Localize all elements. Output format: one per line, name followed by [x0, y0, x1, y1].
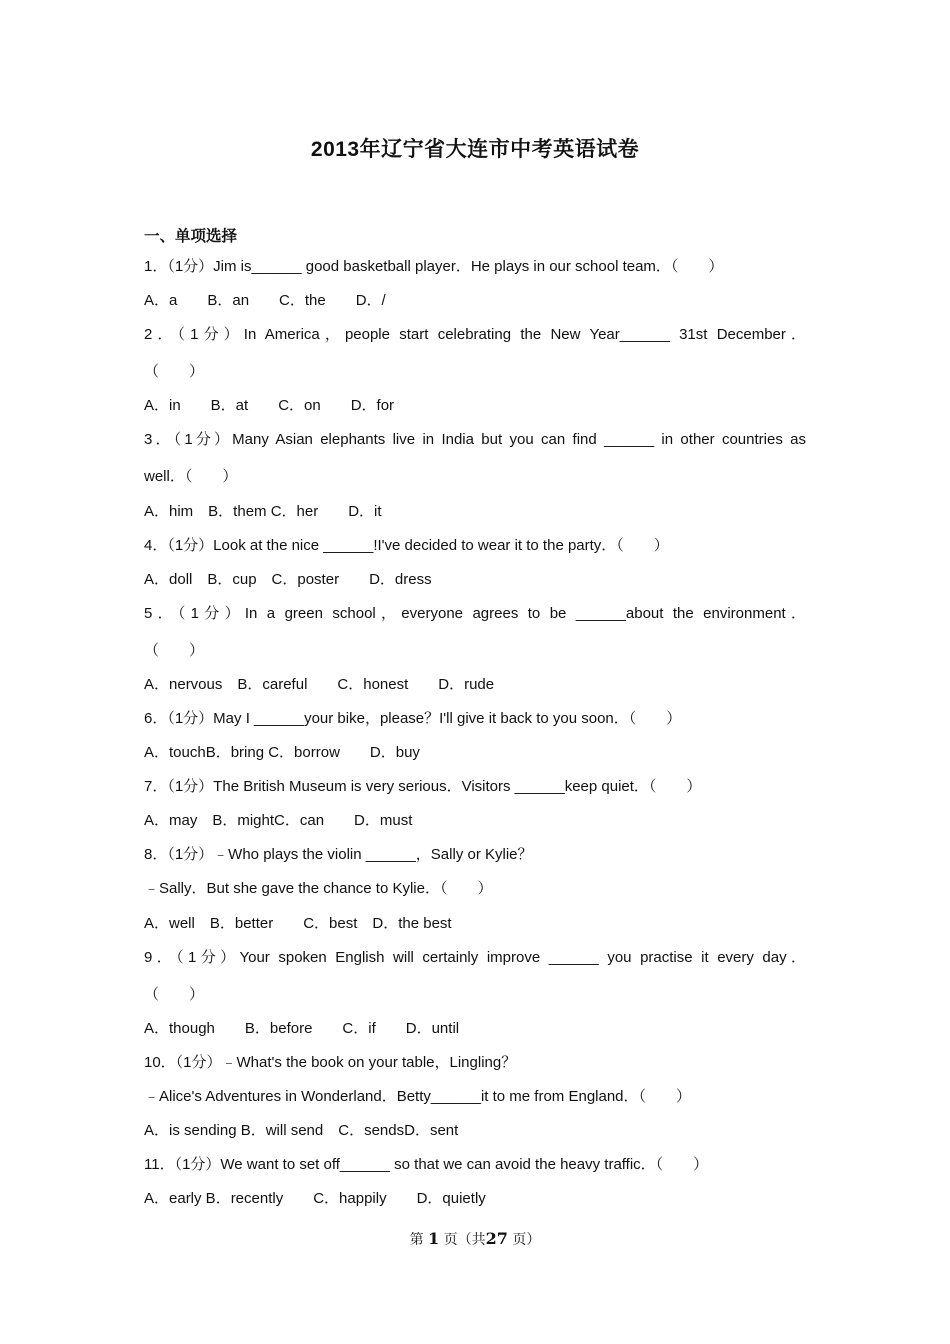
- question-2: 2．（1分）In America，people start celebrating the New Year______ 31st December．: [144, 326, 806, 343]
- question-3: 3．（1分）Many Asian elephants live in India but you can find ______ in other countries as: [144, 431, 806, 448]
- section-heading: 一、单项选择: [144, 228, 238, 245]
- question-1: 1．（1分）Jim is______ good basketball player．He plays in our school team．（ ）: [144, 258, 724, 275]
- question-6: 6．（1分）May I ______your bike，please？I'll give it back to you soon．（ ）: [144, 710, 682, 727]
- question-8-continued: ﹣Sally．But she gave the chance to Kylie．（ ）: [144, 880, 493, 897]
- question-5: 5．（1分）In a green school，everyone agrees to be ______about the environment．: [144, 605, 806, 622]
- document-title: 2013年辽宁省大连市中考英语试卷: [310, 138, 640, 161]
- question-10: 10．（1分）﹣What's the book on your table，Lingling？: [144, 1054, 517, 1071]
- question-4-options: A．doll B．cup C．poster D．dress: [144, 571, 432, 588]
- question-3-options: A．him B．them C．her D．it: [144, 503, 382, 520]
- question-2-options: A．in B．at C．on D．for: [144, 397, 395, 414]
- footer-page-number: 1: [428, 1229, 440, 1248]
- question-11-options: A．early B．recently C．happily D．quietly: [144, 1190, 486, 1207]
- question-10-options: A．is sending B．will send C．sendsD．sent: [144, 1122, 459, 1139]
- question-10-continued: ﹣Alice's Adventures in Wonderland．Betty______it to me from England．（ ）: [144, 1088, 692, 1105]
- question-5-continued: （ ）: [144, 642, 205, 659]
- page-footer: [0, 1229, 950, 1249]
- question-7-options: A．may B．mightC．can D．must: [144, 812, 413, 829]
- question-9-continued: （ ）: [144, 986, 205, 1003]
- question-1-options: A．a B．an C．the D．/: [144, 292, 386, 309]
- footer-prefix: 第: [409, 1232, 424, 1248]
- question-3-continued: well．（ ）: [144, 468, 238, 485]
- question-9-options: A．though B．before C．if D．until: [144, 1020, 460, 1037]
- question-9: 9．（1分）Your spoken English will certainly improve ______ you practise it every day．: [144, 949, 806, 966]
- question-8: 8．（1分）﹣Who plays the violin ______，Sally or Kylie？: [144, 846, 533, 863]
- question-11: 11．（1分）We want to set off______ so that we can avoid the heavy traffic．（ ）: [144, 1156, 709, 1173]
- question-7: 7．（1分）The British Museum is very serious．Visitors ______keep quiet．（ ）: [144, 778, 702, 795]
- question-8-options: A．well B．better C．best D．the best: [144, 915, 452, 932]
- question-6-options: A．touchB．bring C．borrow D．buy: [144, 744, 420, 761]
- question-5-options: A．nervous B．careful C．honest D．rude: [144, 676, 495, 693]
- question-4: 4．（1分）Look at the nice ______!I've decided to wear it to the party．（ ）: [144, 537, 669, 554]
- question-2-continued: （ ）: [144, 363, 205, 380]
- footer-middle: 页（共: [443, 1232, 486, 1248]
- footer-total-pages: 27: [485, 1229, 508, 1248]
- footer-suffix: 页）: [512, 1232, 541, 1248]
